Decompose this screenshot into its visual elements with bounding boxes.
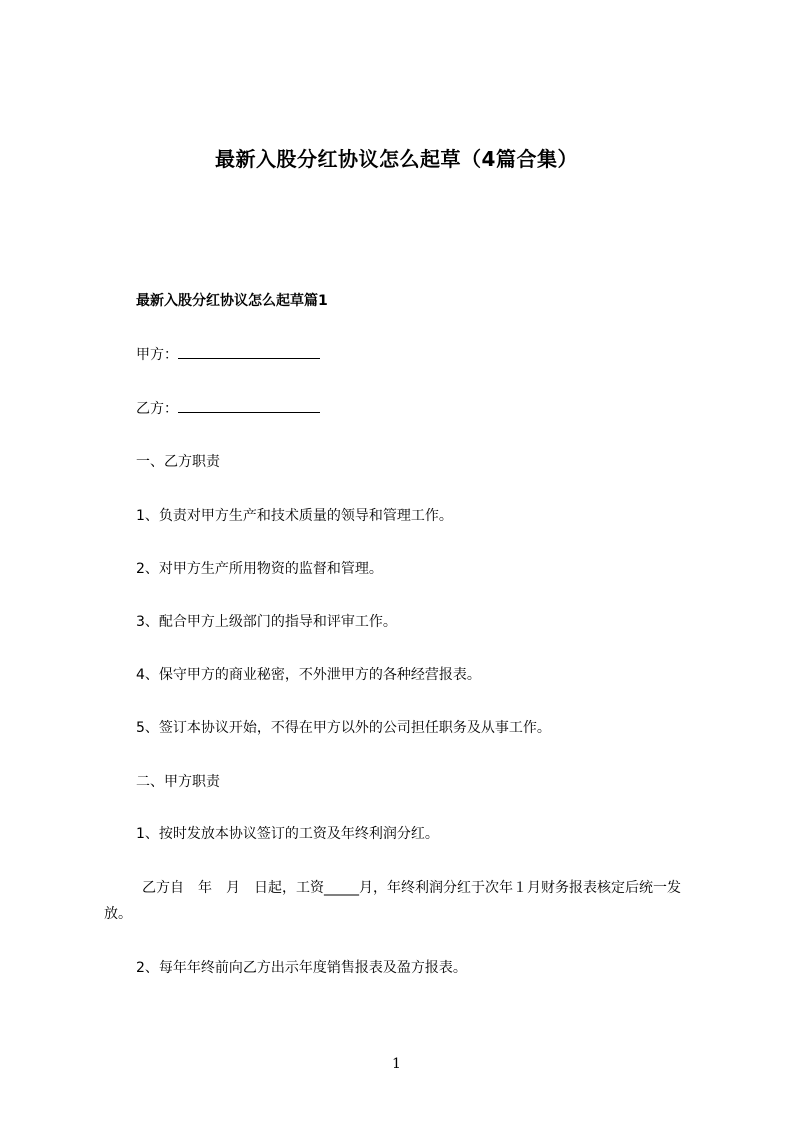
- party-b-blank: [178, 398, 320, 413]
- list-item: 3、配合甲方上级部门的指导和评审工作。: [136, 614, 397, 630]
- list-item: 2、对甲方生产所用物资的监督和管理。: [136, 561, 383, 577]
- document-title: 最新入股分红协议怎么起草（4篇合集）: [215, 147, 578, 171]
- party-a-line: [136, 344, 320, 365]
- party-a-blank: [178, 344, 320, 359]
- party-a-label: 甲方：: [136, 347, 178, 363]
- heading-party-b-duties: 一、乙方职责: [136, 454, 220, 470]
- heading-party-a-duties: 二、甲方职责: [136, 774, 220, 790]
- list-item: 1、负责对甲方生产和技术质量的领导和管理工作。: [136, 508, 453, 524]
- list-item: 1、按时发放本协议签订的工资及年终利润分红。: [136, 826, 439, 842]
- salary-paragraph: 乙方自 年 月 日起，工资_____月，年终利润分红于次年１月财务报表核定后统一发放。: [104, 880, 681, 922]
- list-item: 5、签订本协议开始，不得在甲方以外的公司担任职务及从事工作。: [136, 720, 551, 736]
- party-b-label: 乙方：: [136, 401, 178, 417]
- party-b-line: [136, 398, 320, 419]
- page-number: 1: [392, 1056, 401, 1072]
- list-item: 4、保守甲方的商业秘密，不外泄甲方的各种经营报表。: [136, 667, 481, 683]
- section-title: 最新入股分红协议怎么起草篇1: [136, 293, 328, 309]
- list-item: 2、每年年终前向乙方出示年度销售报表及盈方报表。: [136, 960, 467, 976]
